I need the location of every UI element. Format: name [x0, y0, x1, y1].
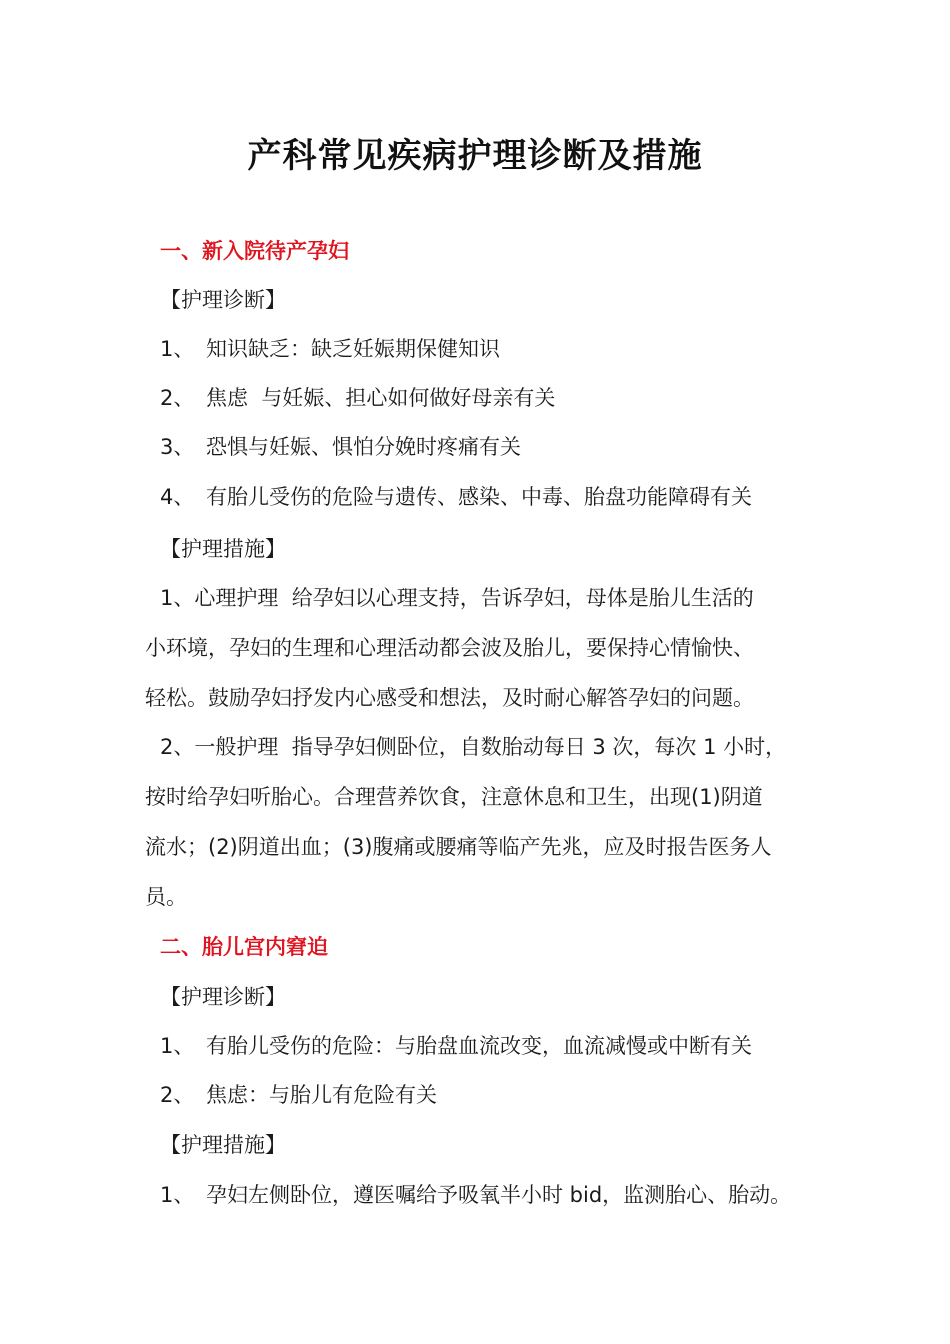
item-text: 孕妇左侧卧位，遵医嘱给予吸氧半小时 bid，监测胎心、胎动。 [206, 1183, 792, 1207]
item-number: 3、 [160, 435, 195, 459]
item-number: 1、 [160, 1183, 195, 1207]
measures-label-2: 【护理措施】 [160, 1133, 286, 1157]
section-heading-1: 一、新入院待产孕妇 [160, 239, 349, 263]
item-text: 有胎儿受伤的危险与遗传、感染、中毒、胎盘功能障碍有关 [206, 485, 752, 509]
item-text: 知识缺乏：缺乏妊娠期保健知识 [206, 337, 500, 361]
measures-paragraph-line: 员。 [145, 885, 187, 909]
item-number: 2、 [160, 1083, 195, 1107]
diagnosis-item [160, 334, 500, 364]
diagnosis-item [160, 1080, 437, 1110]
diagnosis-label-1: 【护理诊断】 [160, 288, 286, 312]
diagnosis-item [160, 383, 555, 413]
diagnosis-item [160, 432, 521, 462]
item-text: 恐惧与妊娠、惧怕分娩时疼痛有关 [206, 435, 521, 459]
item-number: 1、 [160, 337, 195, 361]
measures-paragraph-line: 按时给孕妇听胎心。合理营养饮食，注意休息和卫生，出现(1)阴道 [145, 785, 763, 809]
measures-paragraph-line: 小环境，孕妇的生理和心理活动都会波及胎儿，要保持心情愉快、 [145, 636, 754, 660]
measures-paragraph-line: 2、一般护理 指导孕妇侧卧位，自数胎动每日 3 次，每次 1 小时， [160, 735, 787, 759]
section-heading-2: 二、胎儿宫内窘迫 [160, 935, 328, 959]
document-title: 产科常见疾病护理诊断及措施 [247, 136, 703, 176]
item-text: 焦虑 与妊娠、担心如何做好母亲有关 [206, 386, 556, 410]
item-text: 有胎儿受伤的危险：与胎盘血流改变，血流减慢或中断有关 [206, 1034, 752, 1058]
diagnosis-label-2: 【护理诊断】 [160, 985, 286, 1009]
measures-label-1: 【护理措施】 [160, 537, 286, 561]
item-number: 4、 [160, 485, 195, 509]
measures-item [160, 1180, 791, 1210]
diagnosis-item [160, 482, 752, 512]
item-number: 1、 [160, 1034, 195, 1058]
item-text: 焦虑：与胎儿有危险有关 [206, 1083, 437, 1107]
measures-paragraph-line: 流水；(2)阴道出血；(3)腹痛或腰痛等临产先兆，应及时报告医务人 [145, 835, 772, 859]
item-number: 2、 [160, 386, 195, 410]
diagnosis-item [160, 1031, 752, 1061]
measures-paragraph-line: 轻松。鼓励孕妇抒发内心感受和想法，及时耐心解答孕妇的问题。 [145, 686, 754, 710]
measures-paragraph-line: 1、心理护理 给孕妇以心理支持，告诉孕妇，母体是胎儿生活的 [160, 586, 754, 610]
